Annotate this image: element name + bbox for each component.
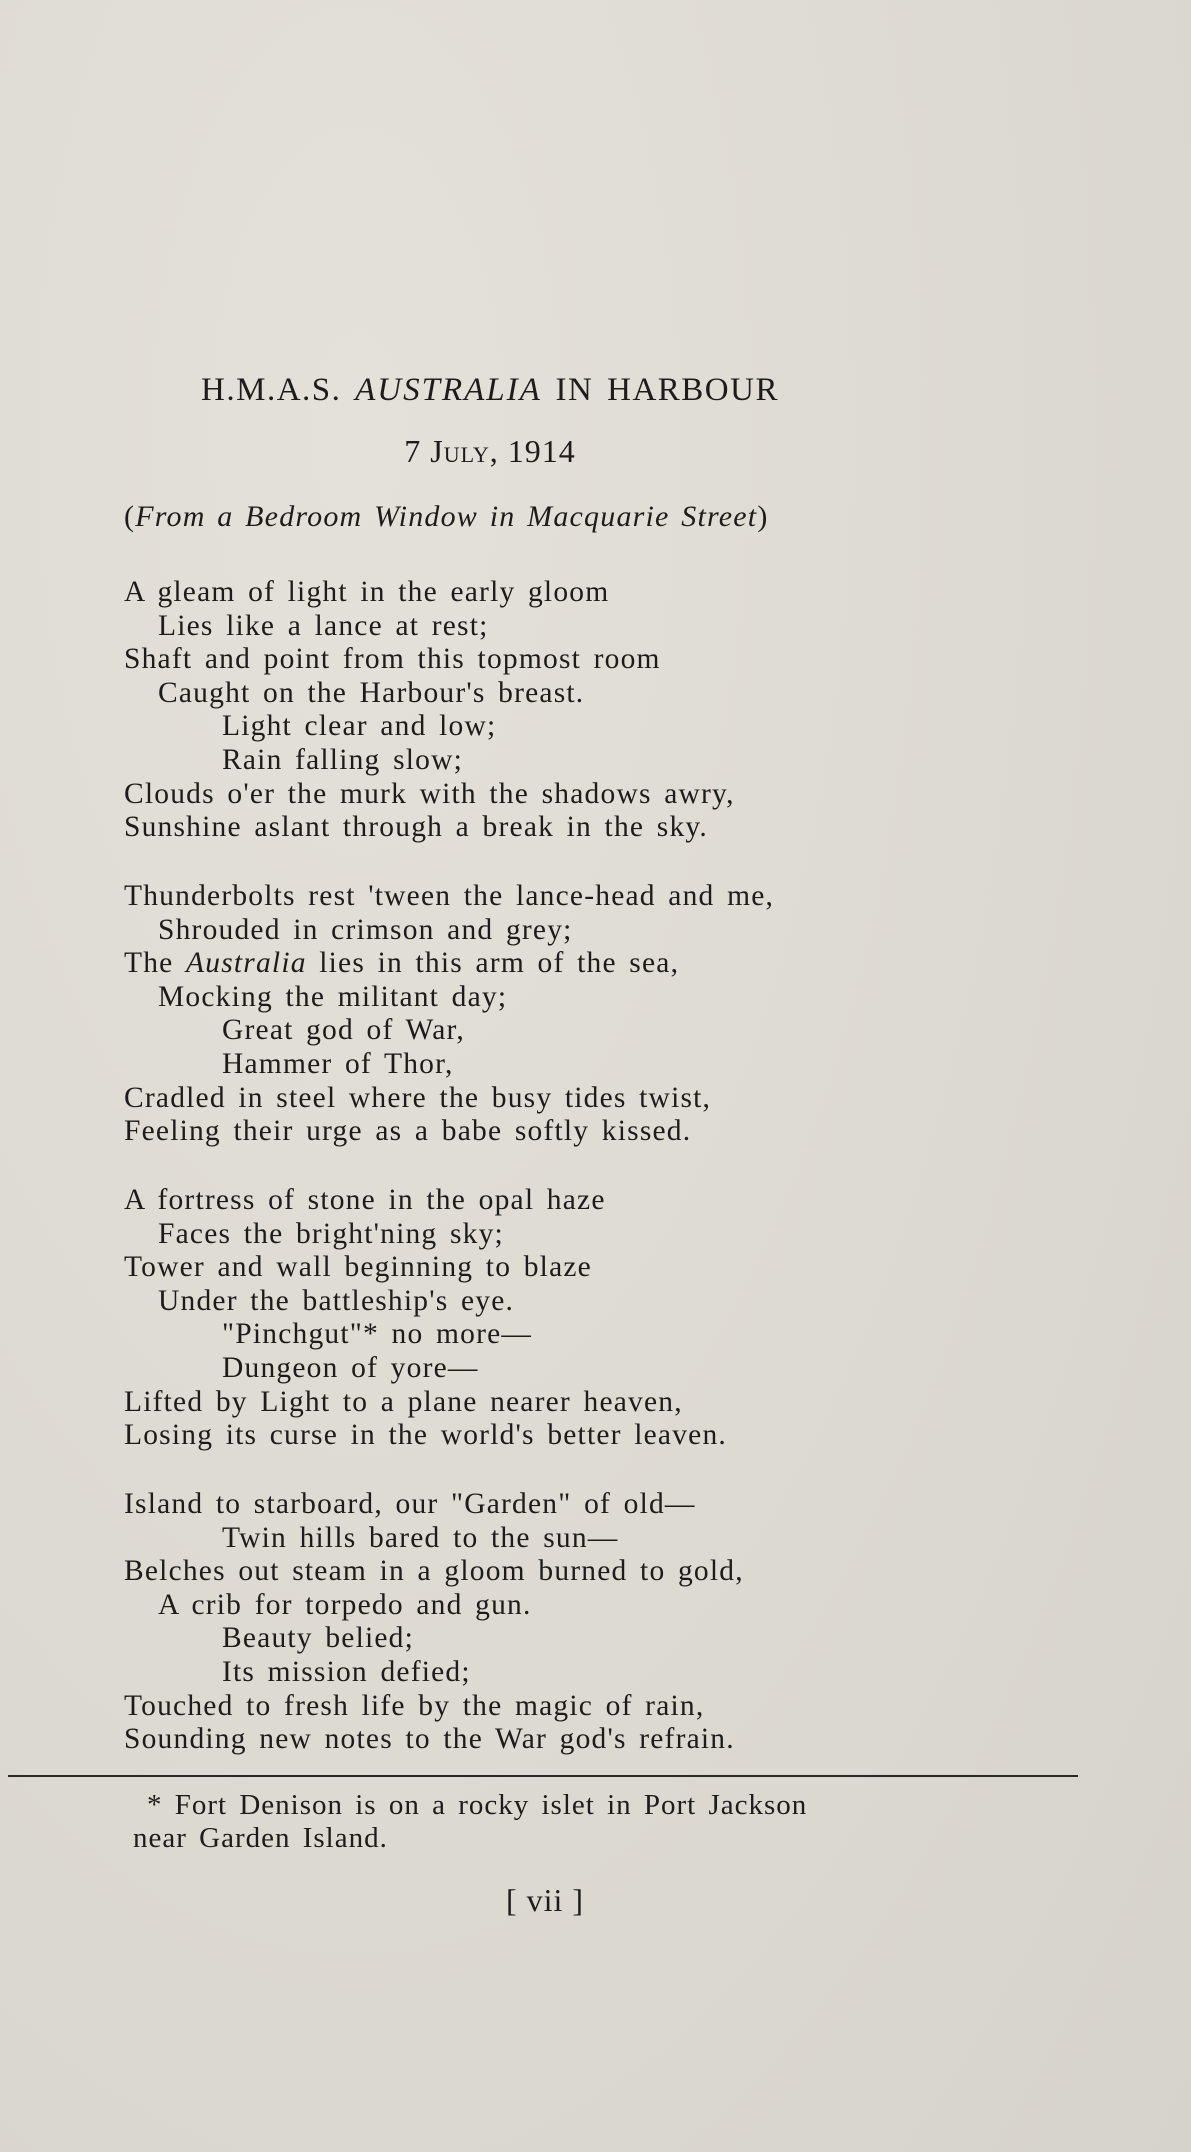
title-ship-name: AUSTRALIA [355, 372, 542, 408]
poem-line: Beauty belied; [222, 1622, 415, 1655]
stanza-3 [124, 1184, 727, 1453]
poem-line: Twin hills bared to the sun— [222, 1521, 619, 1554]
stanza-2 [124, 880, 774, 1149]
footnote-line: * Fort Denison is on a rocky islet in Port Jackson [147, 1789, 808, 1821]
poem-line: Touched to fresh life by the magic of rain, [124, 1689, 705, 1722]
stanza-4 [124, 1488, 744, 1757]
poem-line: Feeling their urge as a babe softly kissed. [124, 1115, 692, 1148]
poem-subtitle [124, 500, 769, 534]
poem-title [0, 372, 980, 409]
subtitle-text: From a Bedroom Window in Macquarie Street [135, 500, 758, 533]
subtitle-close-paren: ) [757, 500, 769, 533]
poem-line: Dungeon of yore— [222, 1351, 479, 1384]
poem-line: Cradled in steel where the busy tides twist, [124, 1081, 712, 1114]
poem-line: Its mission defied; [222, 1655, 471, 1688]
ship-name-italic: Australia [186, 947, 307, 980]
footnote-line: near Garden Island. [133, 1822, 388, 1854]
poem-line: Light clear and low; [222, 710, 497, 743]
title-prefix: H.M.A.S. [201, 372, 342, 408]
subtitle-open-paren: ( [124, 500, 136, 533]
poem-line: Belches out steam in a gloom burned to gold, [124, 1555, 744, 1588]
poem-line: Losing its curse in the world's better leaven. [124, 1419, 727, 1452]
poem-line: Clouds o'er the murk with the shadows awry, [124, 777, 735, 810]
poem-line: Faces the bright'ning sky; [158, 1217, 504, 1250]
poem-line: Caught on the Harbour's breast. [158, 676, 585, 709]
poem-line: Sounding new notes to the War god's refrain. [124, 1723, 735, 1756]
poem-line: Tower and wall beginning to blaze [124, 1251, 592, 1284]
line-text: The [124, 947, 187, 980]
poem-line: Under the battleship's eye. [158, 1284, 515, 1317]
poem-line: A fortress of stone in the opal haze [124, 1184, 606, 1216]
page-number: [ vii ] [505, 1882, 585, 1918]
poem-line: Shrouded in crimson and grey; [158, 913, 573, 946]
poem-line: Hammer of Thor, [222, 1047, 454, 1080]
title-suffix: IN HARBOUR [555, 372, 779, 408]
poem-line: Lifted by Light to a plane nearer heaven, [124, 1385, 683, 1418]
poem-line: A crib for torpedo and gun. [158, 1588, 532, 1621]
poem-line: Rain falling slow; [222, 743, 463, 776]
footnote [133, 1789, 807, 1855]
poem-line: Sunshine aslant through a break in the sky. [124, 811, 709, 844]
line-text: lies in this arm of the sea, [306, 947, 680, 980]
poem-line [124, 947, 774, 981]
poem-line: Mocking the militant day; [158, 980, 508, 1013]
poem-line: Thunderbolts rest 'tween the lance-head and me, [124, 880, 775, 912]
poem-line: Shaft and point from this topmost room [124, 643, 661, 676]
footnote-divider [8, 1775, 1078, 1777]
poem-line: "Pinchgut"* no more— [222, 1318, 533, 1351]
poem-line: Island to starboard, our "Garden" of old— [124, 1488, 696, 1520]
poem-line: Great god of War, [222, 1014, 465, 1047]
poem-date: 7 July, 1914 [404, 433, 576, 469]
poem-line: A gleam of light in the early gloom [124, 576, 610, 608]
stanza-1 [124, 576, 735, 845]
poem-line: Lies like a lance at rest; [158, 609, 489, 642]
